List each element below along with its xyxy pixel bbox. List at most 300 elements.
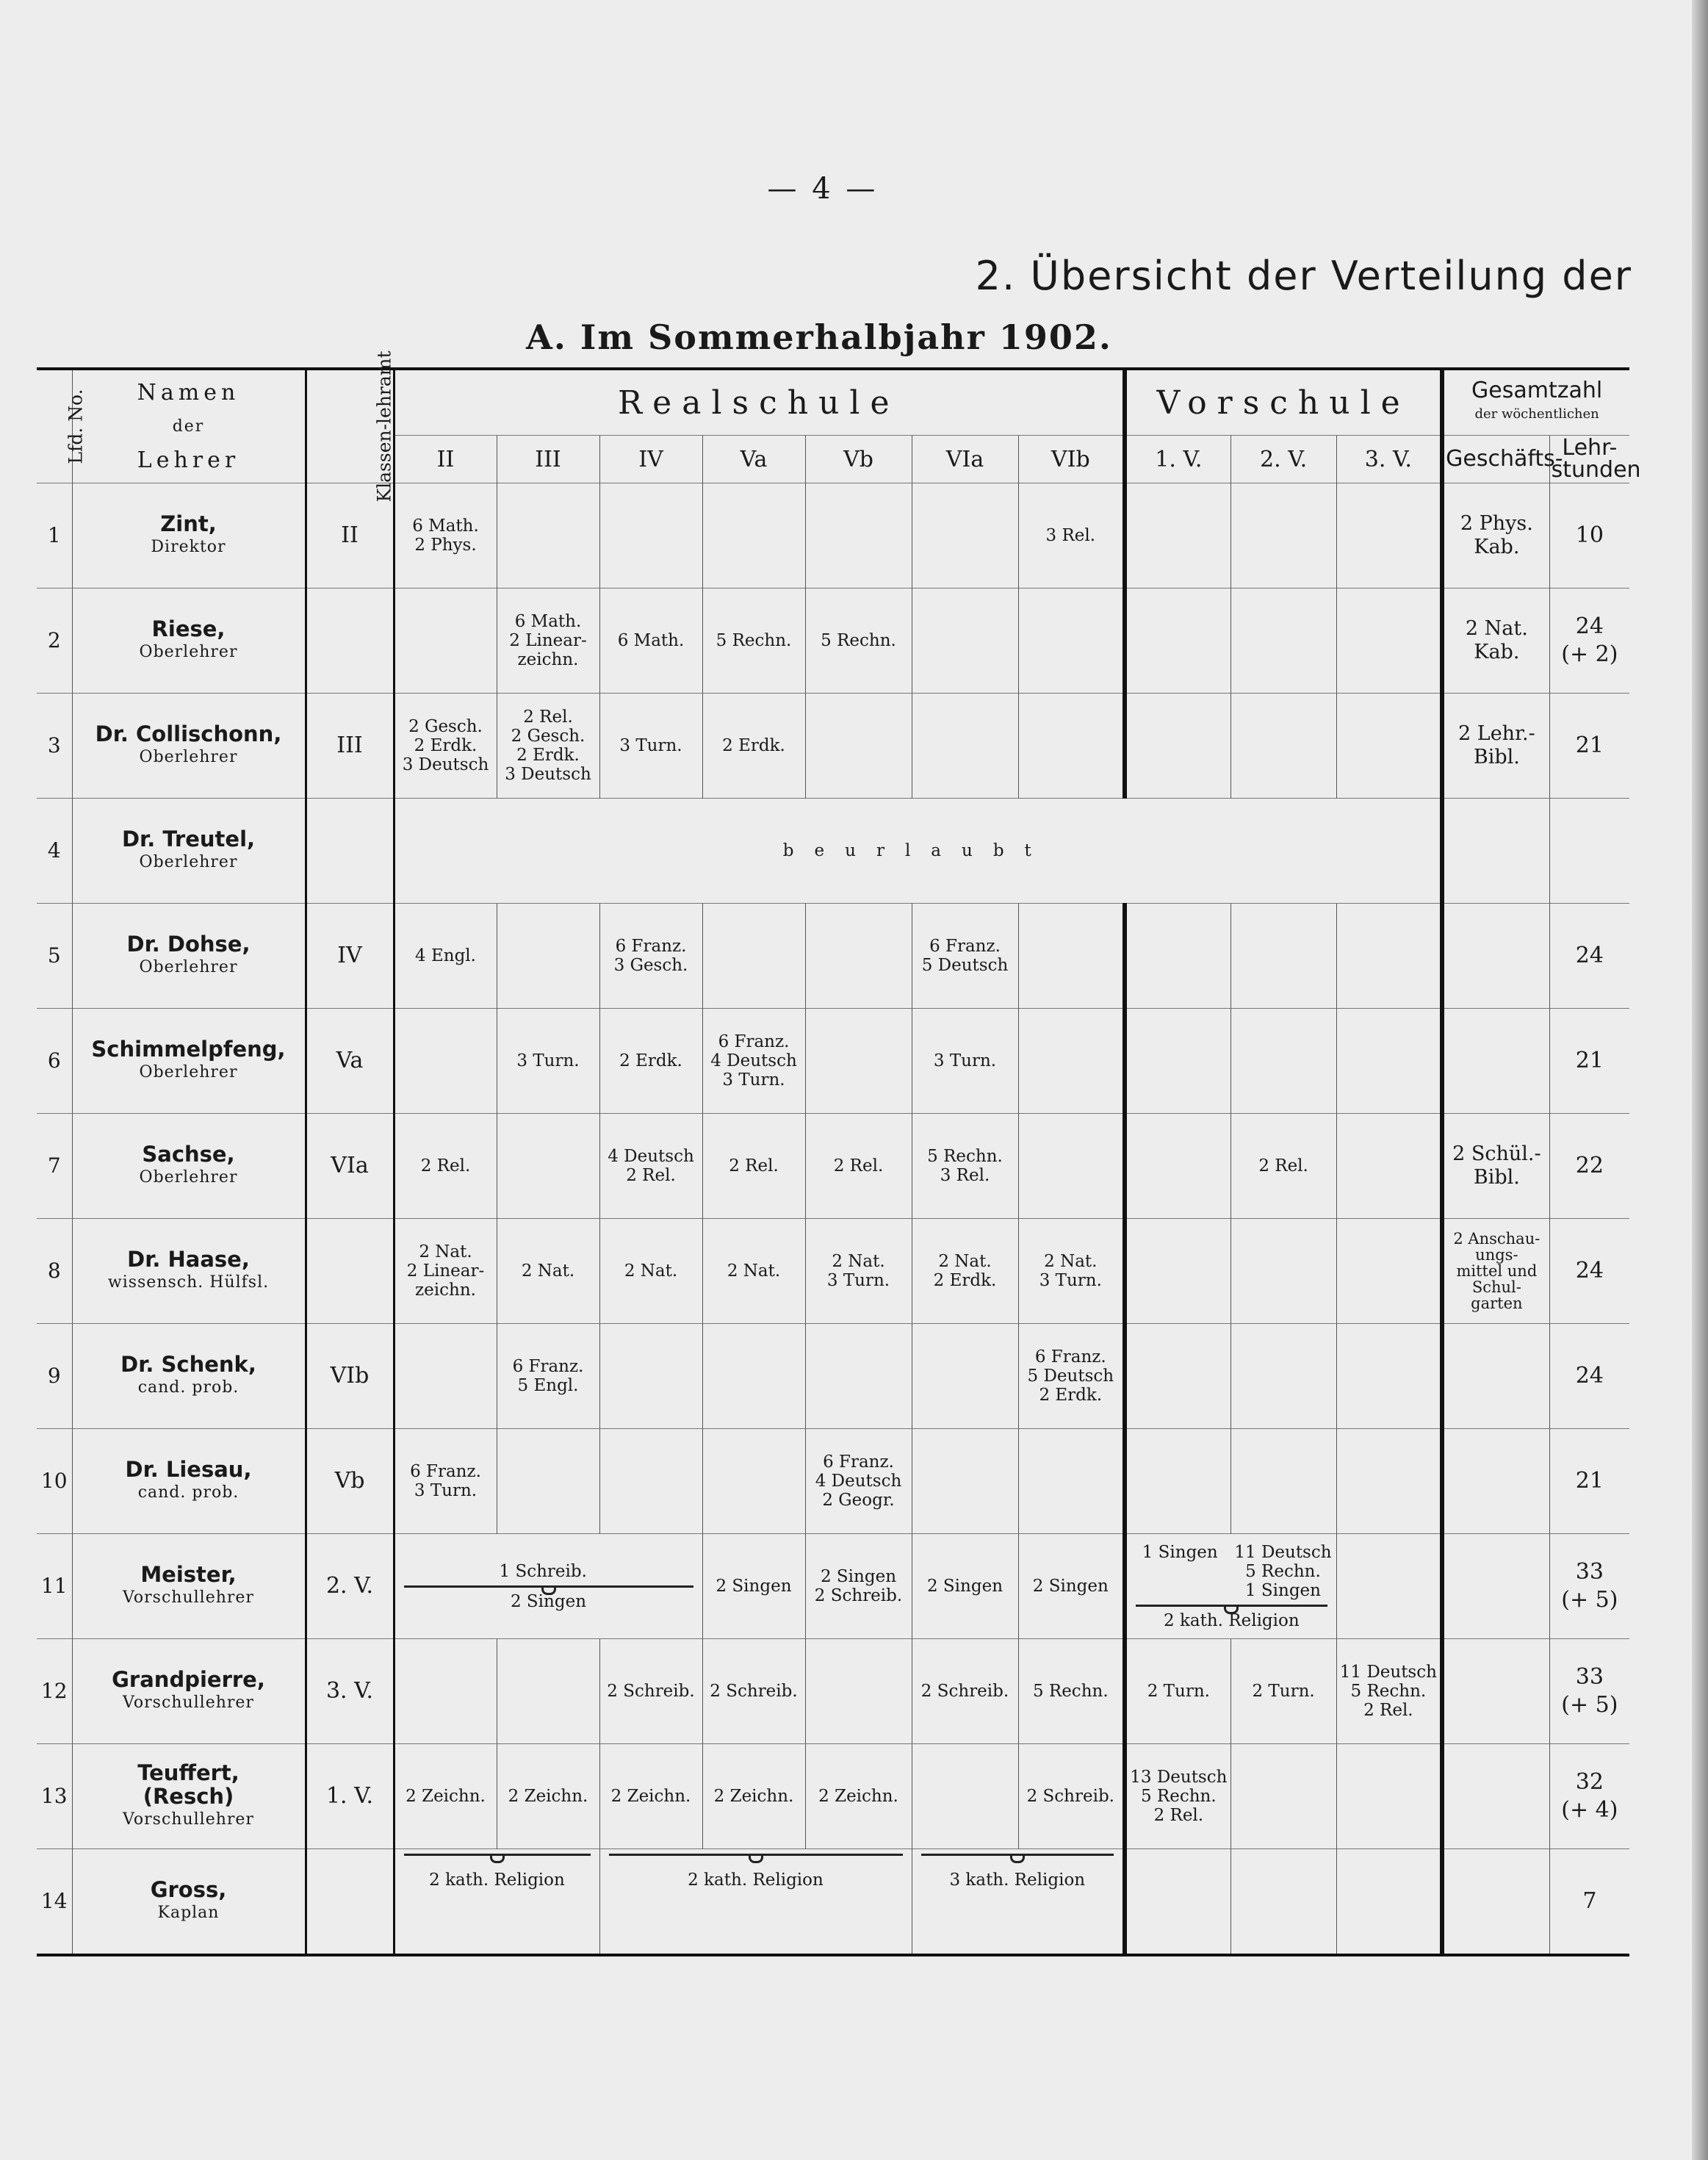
subject-cell bbox=[497, 1639, 599, 1744]
subject-cell bbox=[1336, 1324, 1442, 1429]
cell-line: 3 Turn. bbox=[619, 736, 682, 755]
table-row bbox=[37, 483, 1629, 588]
subject-cell bbox=[1336, 1219, 1442, 1324]
cell-line: 2 Rel. bbox=[1153, 1806, 1204, 1825]
row-number: 11 bbox=[37, 1534, 72, 1639]
cell-line: 2 Schreib. bbox=[710, 1682, 798, 1701]
teacher-name-main: Meister, bbox=[140, 1562, 237, 1587]
class-header-1v: 1. V. bbox=[1125, 436, 1230, 483]
subject-cell bbox=[497, 1219, 599, 1324]
subject-cell bbox=[805, 1639, 912, 1744]
cell-line: 24 bbox=[1575, 1363, 1604, 1389]
cell-line: 3 Turn. bbox=[414, 1481, 478, 1500]
cell-line: 2 Zeichn. bbox=[818, 1787, 898, 1806]
subject-cell bbox=[1230, 1429, 1336, 1534]
class-header-iv: IV bbox=[599, 436, 702, 483]
subject-cell bbox=[805, 588, 912, 694]
cell-line: 2 Rel. bbox=[729, 1156, 779, 1176]
subject-cell bbox=[497, 483, 599, 588]
cell-line: 5 Rechn. bbox=[1140, 1787, 1217, 1806]
klassenlehramt-cell: IV bbox=[306, 904, 394, 1009]
teacher-name-main: Grandpierre, bbox=[112, 1667, 265, 1692]
cell-line: 2 Rel. bbox=[833, 1156, 884, 1176]
teacher-name bbox=[72, 1429, 306, 1534]
klassenlehramt-cell: VIb bbox=[306, 1324, 394, 1429]
cell-line: 13 Deutsch bbox=[1130, 1768, 1228, 1787]
subject-cell bbox=[912, 1114, 1018, 1219]
cell-line: 6 Franz. bbox=[410, 1462, 481, 1481]
subject-cell bbox=[1018, 1114, 1125, 1219]
klassenlehramt-cell: III bbox=[306, 694, 394, 799]
brace-mark bbox=[404, 1585, 693, 1588]
klassenlehramt-cell: 3. V. bbox=[306, 1639, 394, 1744]
subject-cell bbox=[394, 1114, 497, 1219]
lehrstunden-total bbox=[1549, 483, 1629, 588]
subject-cell bbox=[1336, 1009, 1442, 1114]
subject-cell bbox=[702, 694, 805, 799]
cell-line: 6 Math. bbox=[617, 631, 685, 650]
cell-line: ungs- bbox=[1475, 1246, 1518, 1264]
religion-label: 3 kath. Religion bbox=[949, 1871, 1086, 1890]
beurlaubt-note: beurlaubt bbox=[394, 799, 1442, 904]
cell-line: 2 Schül.- bbox=[1452, 1142, 1541, 1165]
cell-line: 3 Turn. bbox=[722, 1070, 785, 1090]
subject-cell bbox=[1230, 1324, 1336, 1429]
table-row bbox=[37, 588, 1629, 694]
lehrstunden-total bbox=[1549, 1219, 1629, 1324]
subject-cell bbox=[912, 904, 1018, 1009]
cell-line: 2 Rel. bbox=[626, 1166, 676, 1185]
cell-line: zeichn. bbox=[517, 650, 579, 669]
subject-cell bbox=[912, 1324, 1018, 1429]
cell-line: 4 Deutsch bbox=[710, 1051, 797, 1070]
cell-line: 5 Rechn. bbox=[716, 631, 792, 650]
cell-line: 3 Deutsch bbox=[402, 755, 489, 774]
geschaefts-cell bbox=[1442, 1324, 1549, 1429]
table-row bbox=[37, 694, 1629, 799]
row-number: 14 bbox=[37, 1849, 72, 1956]
religion-group-cell bbox=[599, 1849, 912, 1956]
subject-cell bbox=[1230, 694, 1336, 799]
subject-cell bbox=[702, 1324, 805, 1429]
subject-cell bbox=[1336, 1114, 1442, 1219]
cell-line: 2 Linear- bbox=[406, 1261, 485, 1281]
teacher-name-main: Sachse, bbox=[142, 1142, 235, 1167]
brace-mark bbox=[404, 1854, 591, 1856]
lehrstunden-total bbox=[1549, 1744, 1629, 1849]
row-number: 12 bbox=[37, 1639, 72, 1744]
table-row bbox=[37, 1324, 1629, 1429]
teacher-title: Direktor bbox=[151, 538, 226, 556]
cell-line: 5 Deutsch bbox=[921, 956, 1009, 975]
class-header-iii: III bbox=[497, 436, 599, 483]
class-header-via: VIa bbox=[912, 436, 1018, 483]
cell-line: 2 Nat. bbox=[727, 1261, 781, 1281]
subject-cell bbox=[702, 1114, 805, 1219]
cell-line: 2 Gesch. bbox=[511, 727, 585, 746]
cell-line: Kab. bbox=[1474, 641, 1520, 663]
teacher-name-main: Dr. Dohse, bbox=[126, 932, 251, 957]
cell-line: (+ 5) bbox=[1561, 1587, 1618, 1613]
subject-cell bbox=[805, 1009, 912, 1114]
subject-cell bbox=[702, 1639, 805, 1744]
page-number: — 4 — bbox=[767, 172, 879, 206]
subject-cell bbox=[1230, 1639, 1336, 1744]
geschaefts-cell bbox=[1442, 1429, 1549, 1534]
geschaefts-cell bbox=[1442, 1849, 1549, 1956]
class-header-va: Va bbox=[702, 436, 805, 483]
subject-cell bbox=[497, 1744, 599, 1849]
subject-cell bbox=[1018, 1324, 1125, 1429]
row-number: 7 bbox=[37, 1114, 72, 1219]
brace-mark bbox=[921, 1854, 1114, 1856]
subject-cell bbox=[805, 1114, 912, 1219]
subject-cell bbox=[912, 1009, 1018, 1114]
cell-line: Bibl. bbox=[1473, 746, 1520, 768]
cell-line: (+ 2) bbox=[1561, 641, 1618, 667]
subject-cell bbox=[1018, 694, 1125, 799]
lehrstunden-total bbox=[1549, 1009, 1629, 1114]
subject-cell bbox=[497, 1324, 599, 1429]
cell-line: 3 Turn. bbox=[1039, 1271, 1102, 1290]
table-row bbox=[37, 1639, 1629, 1744]
subject-cell bbox=[702, 1744, 805, 1849]
subject-cell bbox=[805, 1429, 912, 1534]
cell-line: 2 Linear- bbox=[509, 631, 587, 650]
cell-line: (+ 4) bbox=[1561, 1797, 1618, 1823]
cell-line: 2 Anschau- bbox=[1453, 1230, 1541, 1248]
religion-label: 2 kath. Religion bbox=[1164, 1610, 1300, 1630]
teacher-name bbox=[72, 694, 306, 799]
table-row bbox=[37, 1009, 1629, 1114]
cell-line: 2 Turn. bbox=[1147, 1682, 1210, 1701]
cell-line: 3 Gesch. bbox=[613, 956, 688, 975]
cell-line: 2 Erdk. bbox=[933, 1271, 997, 1290]
cell-line: 2 Nat. bbox=[419, 1242, 472, 1261]
klassenlehramt-cell: Va bbox=[306, 1009, 394, 1114]
cell-line: 21 bbox=[1575, 1468, 1604, 1494]
klassenlehramt-cell bbox=[306, 1219, 394, 1324]
subject-cell bbox=[912, 1744, 1018, 1849]
subject-cell bbox=[912, 1429, 1018, 1534]
class-header-ii: II bbox=[394, 436, 497, 483]
subject-cell bbox=[912, 1534, 1018, 1639]
row-number: 4 bbox=[37, 799, 72, 904]
table-row bbox=[37, 1114, 1629, 1219]
subject-cell bbox=[497, 1114, 599, 1219]
cell-line: 2 Zeichn. bbox=[406, 1787, 486, 1806]
teacher-title: Oberlehrer bbox=[139, 853, 238, 871]
cell-line: 6 Franz. bbox=[615, 937, 687, 956]
teacher-title: Kaplan bbox=[157, 1904, 220, 1922]
subject-cell bbox=[1230, 1849, 1336, 1956]
subject-cell bbox=[1018, 483, 1125, 588]
table-row bbox=[37, 1744, 1629, 1849]
teacher-name-main: Gross, bbox=[150, 1877, 227, 1902]
klassenlehramt-cell: 1. V. bbox=[306, 1744, 394, 1849]
subject-cell bbox=[1125, 1849, 1230, 1956]
subject-cell bbox=[1018, 1639, 1125, 1744]
row-number: 2 bbox=[37, 588, 72, 694]
teacher-title: Oberlehrer bbox=[139, 748, 238, 766]
cell-line: 4 Engl. bbox=[415, 946, 476, 965]
cell-line: 2 Rel. bbox=[1258, 1156, 1308, 1176]
lfd-no-header: Lfd. No. bbox=[37, 369, 72, 483]
klassenlehramt-cell: VIa bbox=[306, 1114, 394, 1219]
cell-line: 32 bbox=[1575, 1769, 1604, 1795]
subject-cell bbox=[1128, 1543, 1231, 1600]
teacher-title: Oberlehrer bbox=[139, 1063, 238, 1081]
subject-cell bbox=[1230, 904, 1336, 1009]
subject-cell bbox=[1336, 1849, 1442, 1956]
religion-label: 2 kath. Religion bbox=[429, 1871, 565, 1890]
cell-line: 3 Turn. bbox=[516, 1051, 580, 1070]
teacher-name bbox=[72, 1009, 306, 1114]
cell-line: 33 bbox=[1575, 1559, 1604, 1585]
cell-line: 2 Rel. bbox=[1363, 1701, 1413, 1720]
row-number: 9 bbox=[37, 1324, 72, 1429]
cell-line: 2 Schreib. bbox=[1026, 1787, 1114, 1806]
cell-line: Kab. bbox=[1474, 536, 1520, 558]
class-header-vb: Vb bbox=[805, 436, 912, 483]
lehrstunden-total bbox=[1549, 799, 1629, 904]
cell-line: 21 bbox=[1575, 732, 1604, 758]
cell-line: 1 Singen bbox=[1142, 1542, 1218, 1562]
lehrstunden-total bbox=[1549, 1849, 1629, 1956]
table-row bbox=[37, 1429, 1629, 1534]
teacher-name bbox=[72, 904, 306, 1009]
subject-cell bbox=[599, 694, 702, 799]
geschaefts-header: Geschäfts- bbox=[1442, 436, 1549, 483]
subject-cell bbox=[1018, 1534, 1125, 1639]
teacher-name-main: Dr. Collischonn, bbox=[95, 721, 282, 746]
cell-line: 11 Deutsch bbox=[1339, 1663, 1437, 1682]
subject-cell bbox=[912, 1219, 1018, 1324]
subject-cell bbox=[394, 904, 497, 1009]
teacher-title: Vorschullehrer bbox=[123, 1588, 254, 1607]
cell-line: 1 Singen bbox=[1244, 1580, 1321, 1600]
teacher-title: wissensch. Hülfsl. bbox=[107, 1273, 270, 1292]
names-header: Namen der Lehrer bbox=[72, 369, 306, 483]
teacher-name bbox=[72, 1534, 306, 1639]
geschaefts-cell bbox=[1442, 1219, 1549, 1324]
geschaefts-cell bbox=[1442, 1534, 1549, 1639]
subject-cell bbox=[1336, 1639, 1442, 1744]
cell-line: 2 Nat. bbox=[521, 1261, 575, 1281]
cell-line: 2 Phys. bbox=[1460, 512, 1533, 535]
cell-line: 5 Rechn. bbox=[821, 631, 896, 650]
realschule-header: Realschule bbox=[394, 369, 1125, 436]
cell-line: 24 bbox=[1575, 943, 1604, 968]
cell-line: 3 Rel. bbox=[1045, 526, 1096, 545]
cell-line: (+ 5) bbox=[1561, 1692, 1618, 1718]
cell-line: 5 Rechn. bbox=[1350, 1682, 1427, 1701]
teacher-name-main: Teuffert, bbox=[137, 1760, 239, 1785]
cell-line: 2 Singen bbox=[926, 1577, 1003, 1596]
scan-edge bbox=[1692, 0, 1708, 2160]
cell-line: 24 bbox=[1575, 613, 1604, 639]
klassenlehramt-cell: Vb bbox=[306, 1429, 394, 1534]
geschaefts-cell bbox=[1442, 588, 1549, 694]
cell-line: 6 Franz. bbox=[718, 1032, 790, 1051]
subject-cell bbox=[1336, 588, 1442, 694]
lehrstunden-header: Lehr-stunden bbox=[1549, 436, 1629, 483]
cell-line: 5 Rechn. bbox=[1032, 1682, 1109, 1701]
teacher-name bbox=[72, 799, 306, 904]
schreib-label: 1 Schreib. bbox=[499, 1561, 587, 1581]
cell-line: 6 Franz. bbox=[929, 937, 1001, 956]
subject-cell bbox=[1125, 1639, 1230, 1744]
teacher-name bbox=[72, 1219, 306, 1324]
subject-cell bbox=[702, 904, 805, 1009]
subject-cell bbox=[702, 1009, 805, 1114]
singen-span-cell bbox=[394, 1534, 702, 1639]
teacher-name-main: Dr. Liesau, bbox=[125, 1457, 252, 1482]
cell-line: 2 Nat. bbox=[938, 1252, 992, 1271]
vorschule-subjects bbox=[1128, 1543, 1335, 1600]
geschaefts-cell bbox=[1442, 694, 1549, 799]
subject-cell bbox=[1230, 483, 1336, 588]
cell-line: 6 Math. bbox=[412, 516, 479, 536]
cell-line: 22 bbox=[1575, 1153, 1604, 1178]
subject-cell bbox=[805, 694, 912, 799]
subject-cell bbox=[599, 1639, 702, 1744]
geschaefts-cell bbox=[1442, 799, 1549, 904]
cell-line: zeichn. bbox=[415, 1281, 476, 1300]
klassenlehramt-cell: 2. V. bbox=[306, 1534, 394, 1639]
subject-cell bbox=[599, 1114, 702, 1219]
teacher-name-main: Riese, bbox=[151, 616, 226, 641]
subject-cell bbox=[1018, 1429, 1125, 1534]
lehrstunden-total bbox=[1549, 904, 1629, 1009]
lehrstunden-total bbox=[1549, 588, 1629, 694]
cell-line: 2 Zeichn. bbox=[610, 1787, 691, 1806]
lehrstunden-total bbox=[1549, 1114, 1629, 1219]
teacher-name-alt: (Resch) bbox=[143, 1784, 234, 1809]
row-number: 6 bbox=[37, 1009, 72, 1114]
subject-cell bbox=[497, 588, 599, 694]
subject-cell bbox=[1018, 588, 1125, 694]
geschaefts-cell bbox=[1442, 1114, 1549, 1219]
cell-line: 2 Nat. bbox=[624, 1261, 678, 1281]
subject-cell bbox=[1336, 1744, 1442, 1849]
cell-line: 10 bbox=[1575, 522, 1604, 548]
subject-cell bbox=[805, 1534, 912, 1639]
subject-cell bbox=[702, 588, 805, 694]
subject-cell bbox=[702, 1534, 805, 1639]
teacher-name-main: Dr. Schenk, bbox=[120, 1352, 256, 1377]
lehrstunden-total bbox=[1549, 1639, 1629, 1744]
subject-cell bbox=[497, 904, 599, 1009]
page-subtitle: A. Im Sommerhalbjahr 1902. bbox=[526, 317, 1112, 357]
cell-line: 2 Rel. bbox=[420, 1156, 471, 1176]
gesamtzahl-header: Gesamtzahl der wöchentlichen bbox=[1442, 369, 1629, 436]
subject-cell bbox=[912, 483, 1018, 588]
cell-line: 6 Franz. bbox=[512, 1357, 584, 1376]
teaching-distribution-table bbox=[37, 350, 1641, 1956]
table-row bbox=[37, 799, 1629, 904]
teacher-name-main: Dr. Treutel, bbox=[121, 827, 256, 852]
subject-cell bbox=[1018, 1009, 1125, 1114]
geschaefts-cell bbox=[1442, 1639, 1549, 1744]
geschaefts-cell bbox=[1442, 904, 1549, 1009]
brace-mark bbox=[609, 1854, 903, 1856]
subject-cell bbox=[1230, 1744, 1336, 1849]
cell-line: 2 Rel. bbox=[523, 708, 573, 727]
row-number: 13 bbox=[37, 1744, 72, 1849]
subject-cell bbox=[394, 1429, 497, 1534]
row-number: 3 bbox=[37, 694, 72, 799]
subject-cell bbox=[1125, 1324, 1230, 1429]
teacher-name bbox=[72, 483, 306, 588]
cell-line: 5 Rechn. bbox=[1245, 1561, 1321, 1581]
subject-cell bbox=[912, 1639, 1018, 1744]
subject-cell bbox=[1336, 483, 1442, 588]
brace-mark bbox=[1136, 1605, 1327, 1607]
subject-cell bbox=[805, 1744, 912, 1849]
subject-cell bbox=[1336, 694, 1442, 799]
klassenlehramt-cell bbox=[306, 588, 394, 694]
subject-cell bbox=[599, 1219, 702, 1324]
subject-cell bbox=[805, 1324, 912, 1429]
klassenlehramt-cell bbox=[306, 799, 394, 904]
table-row bbox=[37, 904, 1629, 1009]
cell-line: Schul- bbox=[1471, 1278, 1521, 1296]
geschaefts-cell bbox=[1442, 483, 1549, 588]
cell-line: 4 Deutsch bbox=[608, 1147, 694, 1166]
subject-cell bbox=[702, 483, 805, 588]
subject-cell bbox=[394, 588, 497, 694]
cell-line: 11 Deutsch bbox=[1234, 1542, 1332, 1562]
lehrstunden-total bbox=[1549, 1534, 1629, 1639]
lehrstunden-total bbox=[1549, 1429, 1629, 1534]
subject-cell bbox=[1125, 1429, 1230, 1534]
cell-line: 2 Geogr. bbox=[822, 1491, 895, 1510]
teacher-name bbox=[72, 1114, 306, 1219]
subject-cell bbox=[1336, 904, 1442, 1009]
subject-cell bbox=[1230, 1114, 1336, 1219]
cell-line: 6 Math. bbox=[514, 612, 582, 631]
subject-cell bbox=[1125, 483, 1230, 588]
klassenlehramt-cell bbox=[306, 1849, 394, 1956]
cell-line: 6 Franz. bbox=[1034, 1347, 1106, 1367]
subject-cell bbox=[497, 694, 599, 799]
cell-line: Bibl. bbox=[1473, 1166, 1520, 1189]
teacher-title: Oberlehrer bbox=[139, 958, 238, 976]
cell-line: mittel und bbox=[1456, 1262, 1538, 1280]
cell-line: 3 Rel. bbox=[940, 1166, 990, 1185]
teacher-title: Vorschullehrer bbox=[123, 1810, 254, 1829]
religion-group-cell bbox=[912, 1849, 1125, 1956]
cell-line: 2 Zeichn. bbox=[713, 1787, 794, 1806]
teacher-name-main: Dr. Haase, bbox=[127, 1247, 250, 1272]
cell-line: 6 Franz. bbox=[823, 1452, 894, 1472]
cell-line: 21 bbox=[1575, 1048, 1604, 1073]
subject-cell bbox=[599, 483, 702, 588]
teacher-name-main: Zint, bbox=[160, 511, 217, 536]
row-number: 1 bbox=[37, 483, 72, 588]
cell-line: 33 bbox=[1575, 1664, 1604, 1690]
cell-line: 3 Turn. bbox=[826, 1271, 890, 1290]
cell-line: 2 Erdk. bbox=[1039, 1386, 1103, 1405]
cell-line: 2 Turn. bbox=[1252, 1682, 1315, 1701]
teacher-title: Oberlehrer bbox=[139, 1168, 238, 1187]
subject-cell bbox=[1230, 588, 1336, 694]
subject-cell bbox=[1018, 1219, 1125, 1324]
subject-cell bbox=[1336, 1429, 1442, 1534]
subject-cell bbox=[497, 1429, 599, 1534]
klassenlehramt-cell: II bbox=[306, 483, 394, 588]
